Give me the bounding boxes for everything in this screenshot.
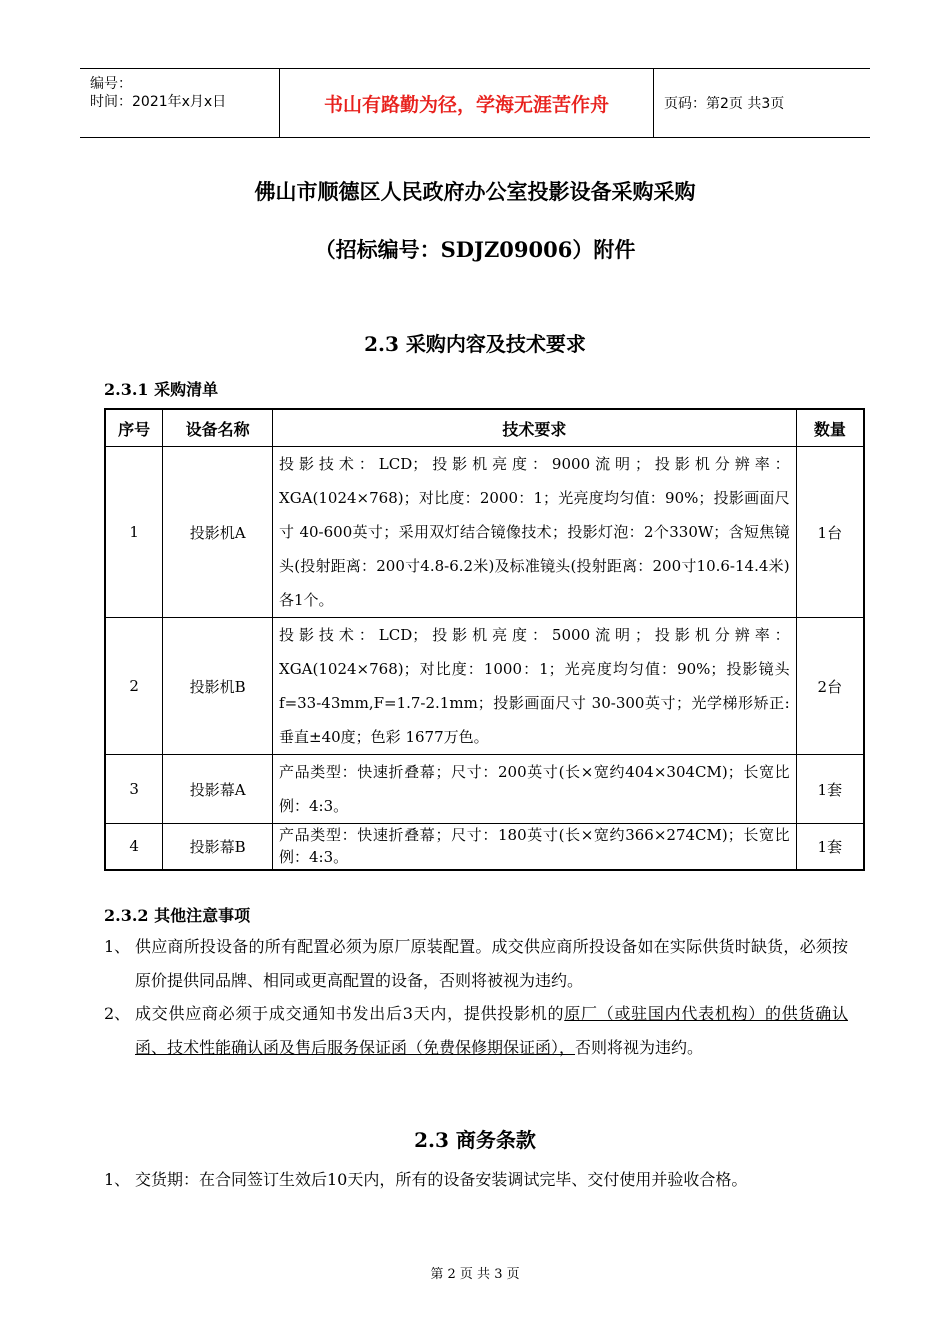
table-row [105,824,864,870]
row-req: 产品类型：快速折叠幕；尺寸：180英寸(长×宽约366×274CM)；长宽比例：4:3。 [273,824,797,870]
row-no: 2 [105,618,163,755]
col-header-qty: 数量 [796,409,864,447]
row-qty: 1套 [796,824,864,870]
col-header-req: 技术要求 [273,409,797,447]
row-req: 投影技术：LCD；投影机亮度：5000流明；投影机分辨率：XGA(1024×768)；对比度：1000：1；光亮度均匀值：90%；投影镜头 f=33-43mm,F=1.7-2.1mm；投影画面尺寸 30-300英寸；光学梯形矫正:垂直±40度；色彩 1677万色。 [273,618,797,755]
table-header-row [105,409,864,447]
procurement-table [104,408,865,871]
number-label: 编号： [90,76,132,92]
row-req: 投影技术：LCD；投影机亮度：9000流明；投影机分辨率：XGA(1024×768)；对比度：2000：1；光亮度均匀值：90%；投影画面尺寸 40-600英寸；采用双灯结合镜像技术；投影灯泡：2个330W；含短焦镜头(投射距离：200寸4.8-6.2米)及标准镜头(投射距离：200寸10.6-14.4米)各1个。 [273,447,797,618]
note-item-1 [104,930,848,998]
header-motto: 书山有路勤为径，学海无涯苦作舟 [280,69,654,137]
row-name: 投影机A [163,447,273,618]
doc-title-line1: 佛山市顺德区人民政府办公室投影设备采购采购 [254,179,696,204]
business-title: 2.3 商务条款 [414,1128,536,1152]
note-item-2 [104,997,848,1065]
business-item-1-text: 交货期：在合同签订生效后10天内，所有的设备安装调试完毕、交付使用并验收合格。 [135,1170,748,1189]
row-qty: 2台 [796,618,864,755]
note-item-2-text [104,997,848,1065]
page-header [80,68,870,138]
section-title: 2.3 采购内容及技术要求 [364,332,586,356]
subsection-title: 2.3.1 采购清单 [104,380,219,399]
row-no: 4 [105,824,163,870]
table-row [105,447,864,618]
business-item-1 [104,1163,848,1197]
row-no: 1 [105,447,163,618]
note-item-1-num: 1、 [104,937,131,956]
business-item-1-num: 1、 [104,1170,131,1189]
table-row [105,755,864,824]
doc-title-line2: （招标编号：SDJZ09006）附件 [314,237,636,262]
row-name: 投影机B [163,618,273,755]
table-row [105,618,864,755]
header-meta [80,69,280,137]
notes-title: 2.3.2 其他注意事项 [104,906,251,925]
header-page-info: 页码：第2页 共3页 [664,96,785,112]
page-footer: 第 2 页 共 3 页 [430,1267,520,1282]
row-req: 产品类型：快速折叠幕；尺寸：200英寸(长×宽约404×304CM)；长宽比例：4:3。 [273,755,797,824]
col-header-no: 序号 [105,409,163,447]
row-name: 投影幕A [163,755,273,824]
note-item-2-num: 2、 [104,1004,131,1023]
row-qty: 1台 [796,447,864,618]
row-no: 3 [105,755,163,824]
note-item-2-lead: 成交供应商必须于成交通知书发出后3天内，提供投影机的 [135,1004,565,1023]
row-qty: 1套 [796,755,864,824]
note-item-1-text: 供应商所投设备的所有配置必须为原厂原装配置。成交供应商所投设备如在实际供货时缺货，必须按原价提供同品牌、相同或更高配置的设备，否则将被视为违约。 [135,937,848,990]
col-header-name: 设备名称 [163,409,273,447]
row-name: 投影幕B [163,824,273,870]
note-item-2-underlined: 原厂（或驻国内代表机构）的供货确认函、技术性能确认函及售后服务保证函（免费保修期保证函）， [135,1004,848,1057]
time-label: 时间：2021年x月x日 [90,94,227,110]
note-item-2-tail: 否则将视为违约。 [575,1038,704,1057]
